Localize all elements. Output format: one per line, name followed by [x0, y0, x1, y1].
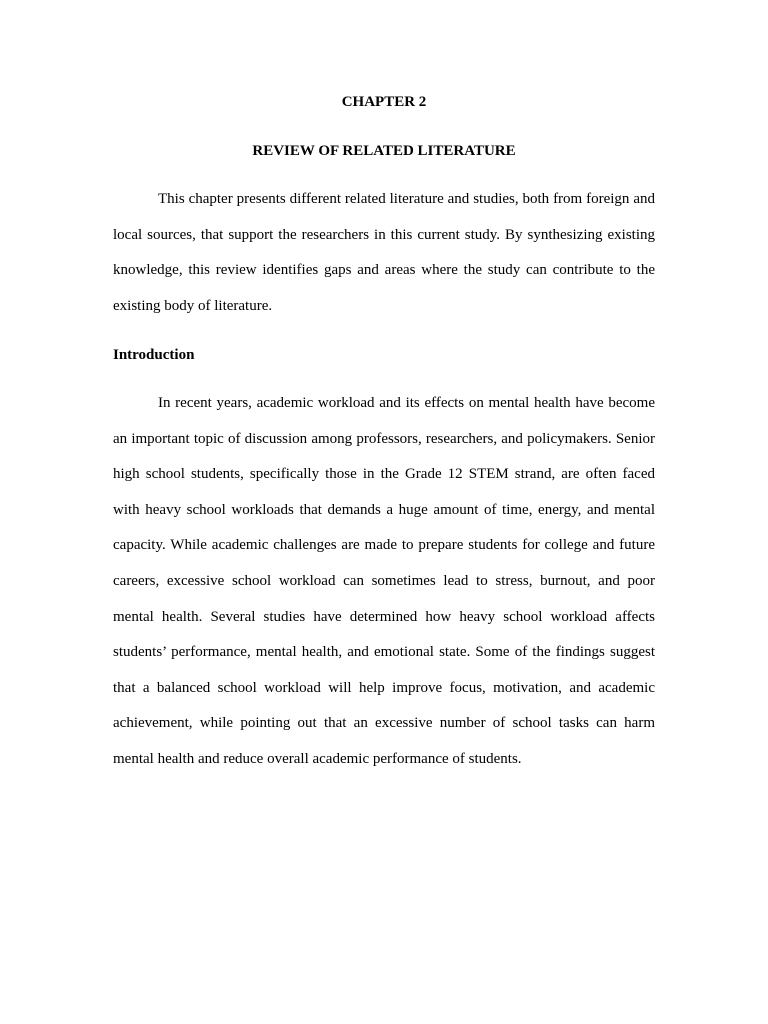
chapter-label: CHAPTER 2	[341, 94, 427, 110]
chapter-title: REVIEW OF RELATED LITERATURE	[252, 143, 516, 159]
section-heading-introduction: Introduction	[113, 347, 195, 363]
introduction-paragraph: In recent years, academic workload and its effects on mental health have become an important topic of discussion among professors, researchers, and policymakers. Senior high school students, specifically those in the Grade 12 STEM strand, are often faced with heavy school workloads that demands a huge amount of time, energy, and mental capacity. While academic challenges are made to prepare students for college and future careers, excessive school workload can sometimes lead to stress, burnout, and poor mental health. Several studies have determined how heavy school workload affects students’ performance, mental health, and emotional state. Some of the findings suggest that a balanced school workload will help improve focus, motivation, and academic achievement, while pointing out that an excessive number of school tasks can harm mental health and reduce overall academic performance of students.	[113, 395, 655, 767]
intro-paragraph: This chapter presents different related literature and studies, both from foreign and local sources, that support the researchers in this current study. By synthesizing existing knowledge, this review identifies gaps and areas where the study can contribute to the existing body of literature.	[113, 191, 655, 314]
